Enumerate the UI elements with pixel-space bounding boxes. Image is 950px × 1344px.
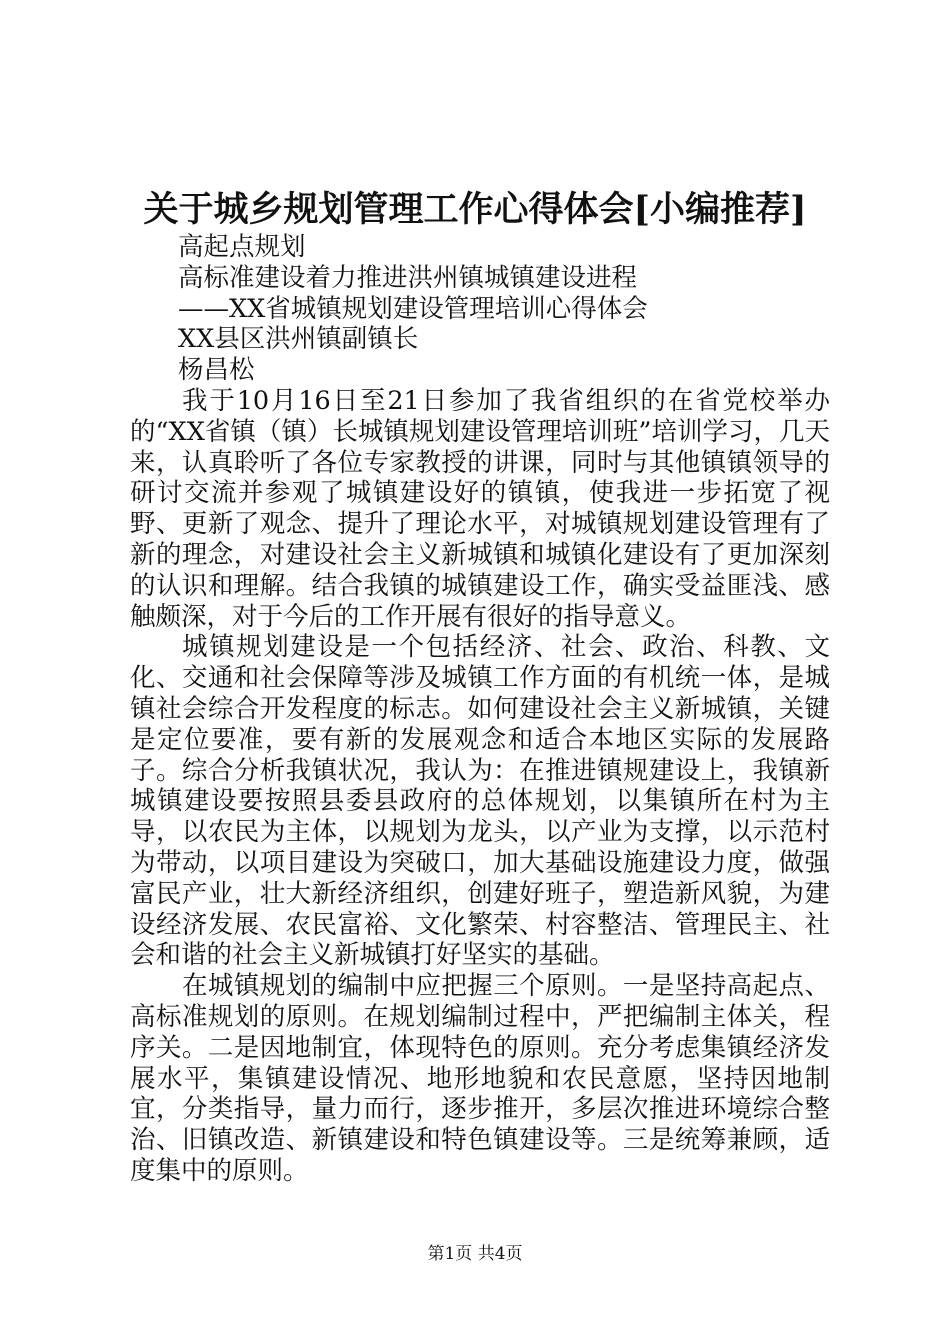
author-position: XX县区洪州镇副镇长 (178, 324, 419, 355)
document-title: 关于城乡规划管理工作心得体会[小编推荐] (143, 189, 807, 230)
subtitle-line: ——XX省城镇规划建设管理培训心得体会 (178, 293, 648, 324)
author-name: 杨昌松 (178, 355, 255, 386)
body-paragraph: 在城镇规划的编制中应把握三个原则。一是坚持高起点、高标准规划的原则。在规划编制过程中，严把编制主体关，程序关。二是因地制宜，体现特色的原则。充分考虑集镇经济发展水平，集镇建设情况、地形地貌和农民意愿，坚持因地制宜，分类指导，量力而行，逐步推开，多层次推进环境综合整治、旧镇改造、新镇建设和特色镇建设等。三是统筹兼顾，适度集中的原则。 (130, 971, 830, 1186)
page-number: 第1页 共4页 (427, 1244, 523, 1264)
subtitle-line: 高起点规划 (178, 232, 306, 262)
document-body (130, 232, 830, 1187)
subtitle-line: 高标准建设着力推进洪州镇城镇建设进程 (178, 262, 638, 293)
body-paragraph: 我于10月16日至21日参加了我省组织的在省党校举办的“XX省镇（镇）长城镇规划建设管理培训班”培训学习，几天来，认真聆听了各位专家教授的讲课，同时与其他镇镇领导的研讨交流并参观了城镇建设好的镇镇，使我进一步拓宽了视野、更新了观念、提升了理论水平，对城镇规划建设管理有了新的理念，对建设社会主义新城镇和城镇化建设有了更加深刻的认识和理解。结合我镇的城镇建设工作，确实受益匪浅、感触颇深，对于今后的工作开展有很好的指导意义。 (130, 385, 830, 632)
body-paragraph: 城镇规划建设是一个包括经济、社会、政治、科教、文化、交通和社会保障等涉及城镇工作方面的有机统一体，是城镇社会综合开发程度的标志。如何建设社会主义新城镇，关键是定位要准，要有新的发展观念和适合本地区实际的发展路子。综合分析我镇状况，我认为：在推进镇规建设上，我镇新城镇建设要按照县委县政府的总体规划，以集镇所在村为主导，以农民为主体，以规划为龙头，以产业为支撑，以示范村为带动，以项目建设为突破口，加大基础设施建设力度，做强富民产业，壮大新经济组织，创建好班子，塑造新风貌，为建设经济发展、农民富裕、文化繁荣、村容整洁、管理民主、社会和谐的社会主义新城镇打好坚实的基础。 (130, 632, 830, 971)
